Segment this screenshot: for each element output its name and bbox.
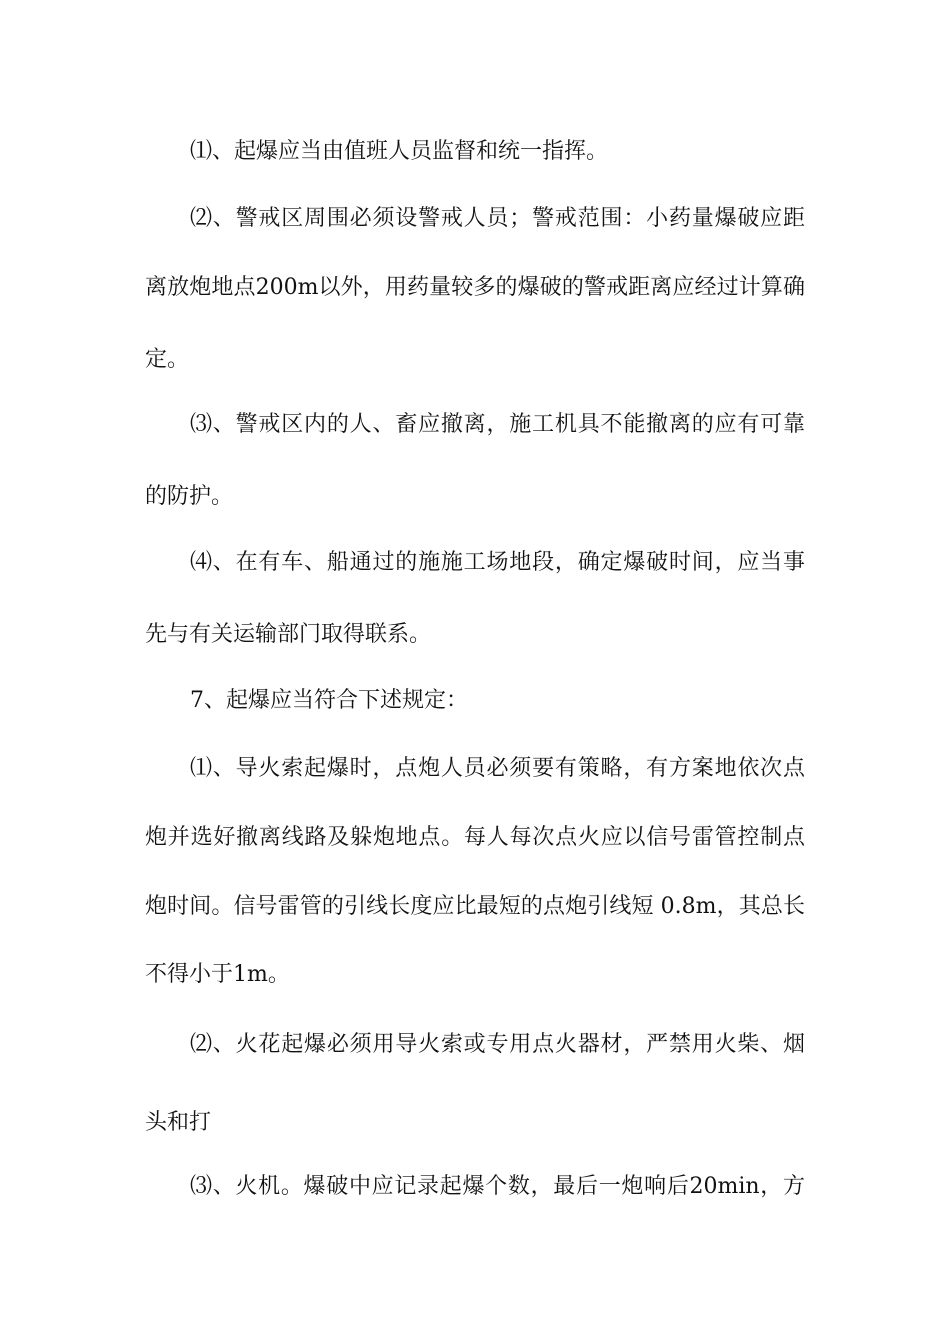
paragraph-line: ⑷、在有车、船通过的施施工场地段，确定爆破时间，应当事 [190, 550, 805, 575]
paragraph-line: 定。 [145, 347, 190, 372]
paragraph-line: 炮并选好撤离线路及躲炮地点。每人每次点火应以信号雷管控制点 [145, 825, 805, 850]
paragraph-line: 炮时间。信号雷管的引线长度应比最短的点炮引线短 0.8m，其总长 [145, 894, 805, 919]
paragraph-line: ⑶、火机。爆破中应记录起爆个数，最后一炮响后20min，方 [190, 1174, 805, 1199]
paragraph-line: 离放炮地点200m以外，用药量较多的爆破的警戒距离应经过计算确 [145, 275, 805, 300]
paragraph-line: 7、起爆应当符合下述规定： [190, 688, 468, 713]
paragraph-line: ⑵、火花起爆必须用导火索或专用点火器材，严禁用火柴、烟 [190, 1032, 805, 1057]
paragraph-line: 的防护。 [145, 484, 234, 509]
paragraph-line: 头和打 [145, 1110, 212, 1135]
paragraph-line: 先与有关运输部门取得联系。 [145, 622, 432, 647]
paragraph-line: ⑴、起爆应当由值班人员监督和统一指挥。 [190, 139, 609, 164]
paragraph-line: ⑶、警戒区内的人、畜应撤离，施工机具不能撤离的应有可靠 [190, 412, 805, 437]
paragraph-line: ⑴、导火索起爆时，点炮人员必须要有策略，有方案地依次点 [190, 756, 805, 781]
paragraph-line: 不得小于1m。 [145, 962, 290, 987]
paragraph-line: ⑵、警戒区周围必须设警戒人员；警戒范围：小药量爆破应距 [190, 206, 805, 231]
